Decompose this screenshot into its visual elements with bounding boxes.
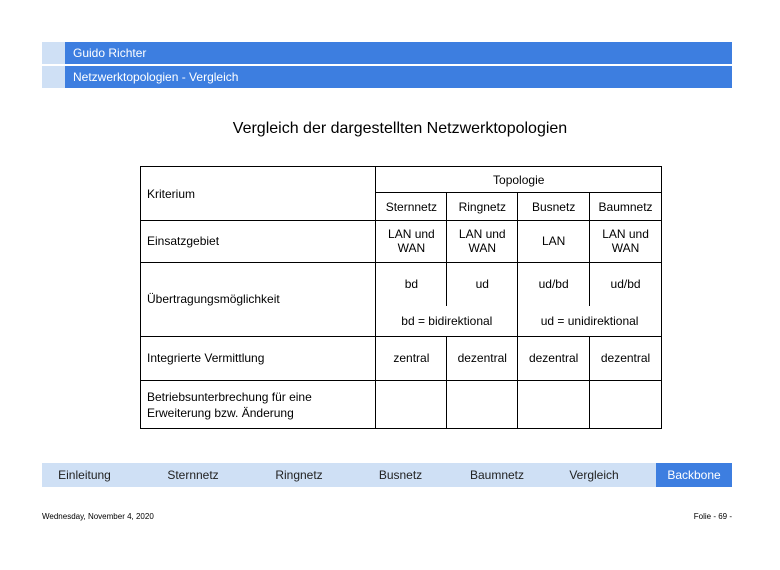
table-row <box>141 221 662 262</box>
nav-item-baumnetz[interactable]: Baumnetz <box>469 468 525 482</box>
table-cell: ud <box>447 262 518 305</box>
row-label-vermittlung: Integrierte Vermittlung <box>141 336 376 381</box>
col-header-busnetz: Busnetz <box>518 193 590 221</box>
table-cell <box>518 381 590 429</box>
table-cell: LAN <box>518 221 590 262</box>
footer-date: Wednesday, November 4, 2020 <box>42 512 154 521</box>
table-cell: dezentral <box>447 336 518 381</box>
table-cell <box>590 381 662 429</box>
col-header-baumnetz: Baumnetz <box>590 193 662 221</box>
nav-item-vergleich[interactable]: Vergleich <box>569 468 619 482</box>
criterion-header: Kriterium <box>147 186 196 201</box>
table-row <box>141 336 662 381</box>
header-accent <box>42 42 65 64</box>
criterion-header-cell <box>141 167 376 221</box>
table-cell: ud/bd <box>590 262 662 305</box>
row-label-einsatzgebiet: Einsatzgebiet <box>141 221 376 262</box>
table-cell: bd <box>376 262 447 305</box>
nav-item-ringnetz[interactable]: Ringnetz <box>275 468 323 482</box>
topology-header: Topologie <box>376 167 662 193</box>
bottom-navigation <box>42 463 732 487</box>
comparison-table <box>140 166 662 429</box>
table-cell <box>447 381 518 429</box>
table-cell: LAN und WAN <box>376 221 447 262</box>
header-author: Guido Richter <box>65 42 732 64</box>
table-cell <box>376 381 447 429</box>
header-accent-2 <box>42 66 65 88</box>
legend-unidirektional: ud = unidirektional <box>518 306 662 336</box>
nav-item-busnetz[interactable]: Busnetz <box>378 468 423 482</box>
slide-title: Vergleich der dargestellten Netzwerktopologien <box>232 120 568 137</box>
table-cell: zentral <box>376 336 447 381</box>
col-header-ringnetz: Ringnetz <box>447 193 518 221</box>
table-row <box>141 262 662 305</box>
slide-number: Folie - 69 - <box>693 512 732 521</box>
nav-item-backbone[interactable]: Backbone <box>656 463 732 487</box>
table-row <box>141 167 662 193</box>
legend-bidirektional: bd = bidirektional <box>376 306 518 336</box>
table-cell: LAN und WAN <box>590 221 662 262</box>
table-cell: dezentral <box>590 336 662 381</box>
table-cell: ud/bd <box>518 262 590 305</box>
table-row <box>141 381 662 429</box>
row-label-uebertragung: Übertragungsmöglichkeit <box>141 262 376 336</box>
row-label-betrieb: Betriebsunterbrechung für eine Erweiterung bzw. Änderung <box>141 381 376 429</box>
nav-item-einleitung[interactable]: Einleitung <box>58 468 111 482</box>
header-subtitle: Netzwerktopologien - Vergleich <box>65 66 732 88</box>
table-cell: dezentral <box>518 336 590 381</box>
nav-item-sternnetz[interactable]: Sternnetz <box>167 468 219 482</box>
col-header-sternnetz: Sternnetz <box>376 193 447 221</box>
table-cell: LAN und WAN <box>447 221 518 262</box>
